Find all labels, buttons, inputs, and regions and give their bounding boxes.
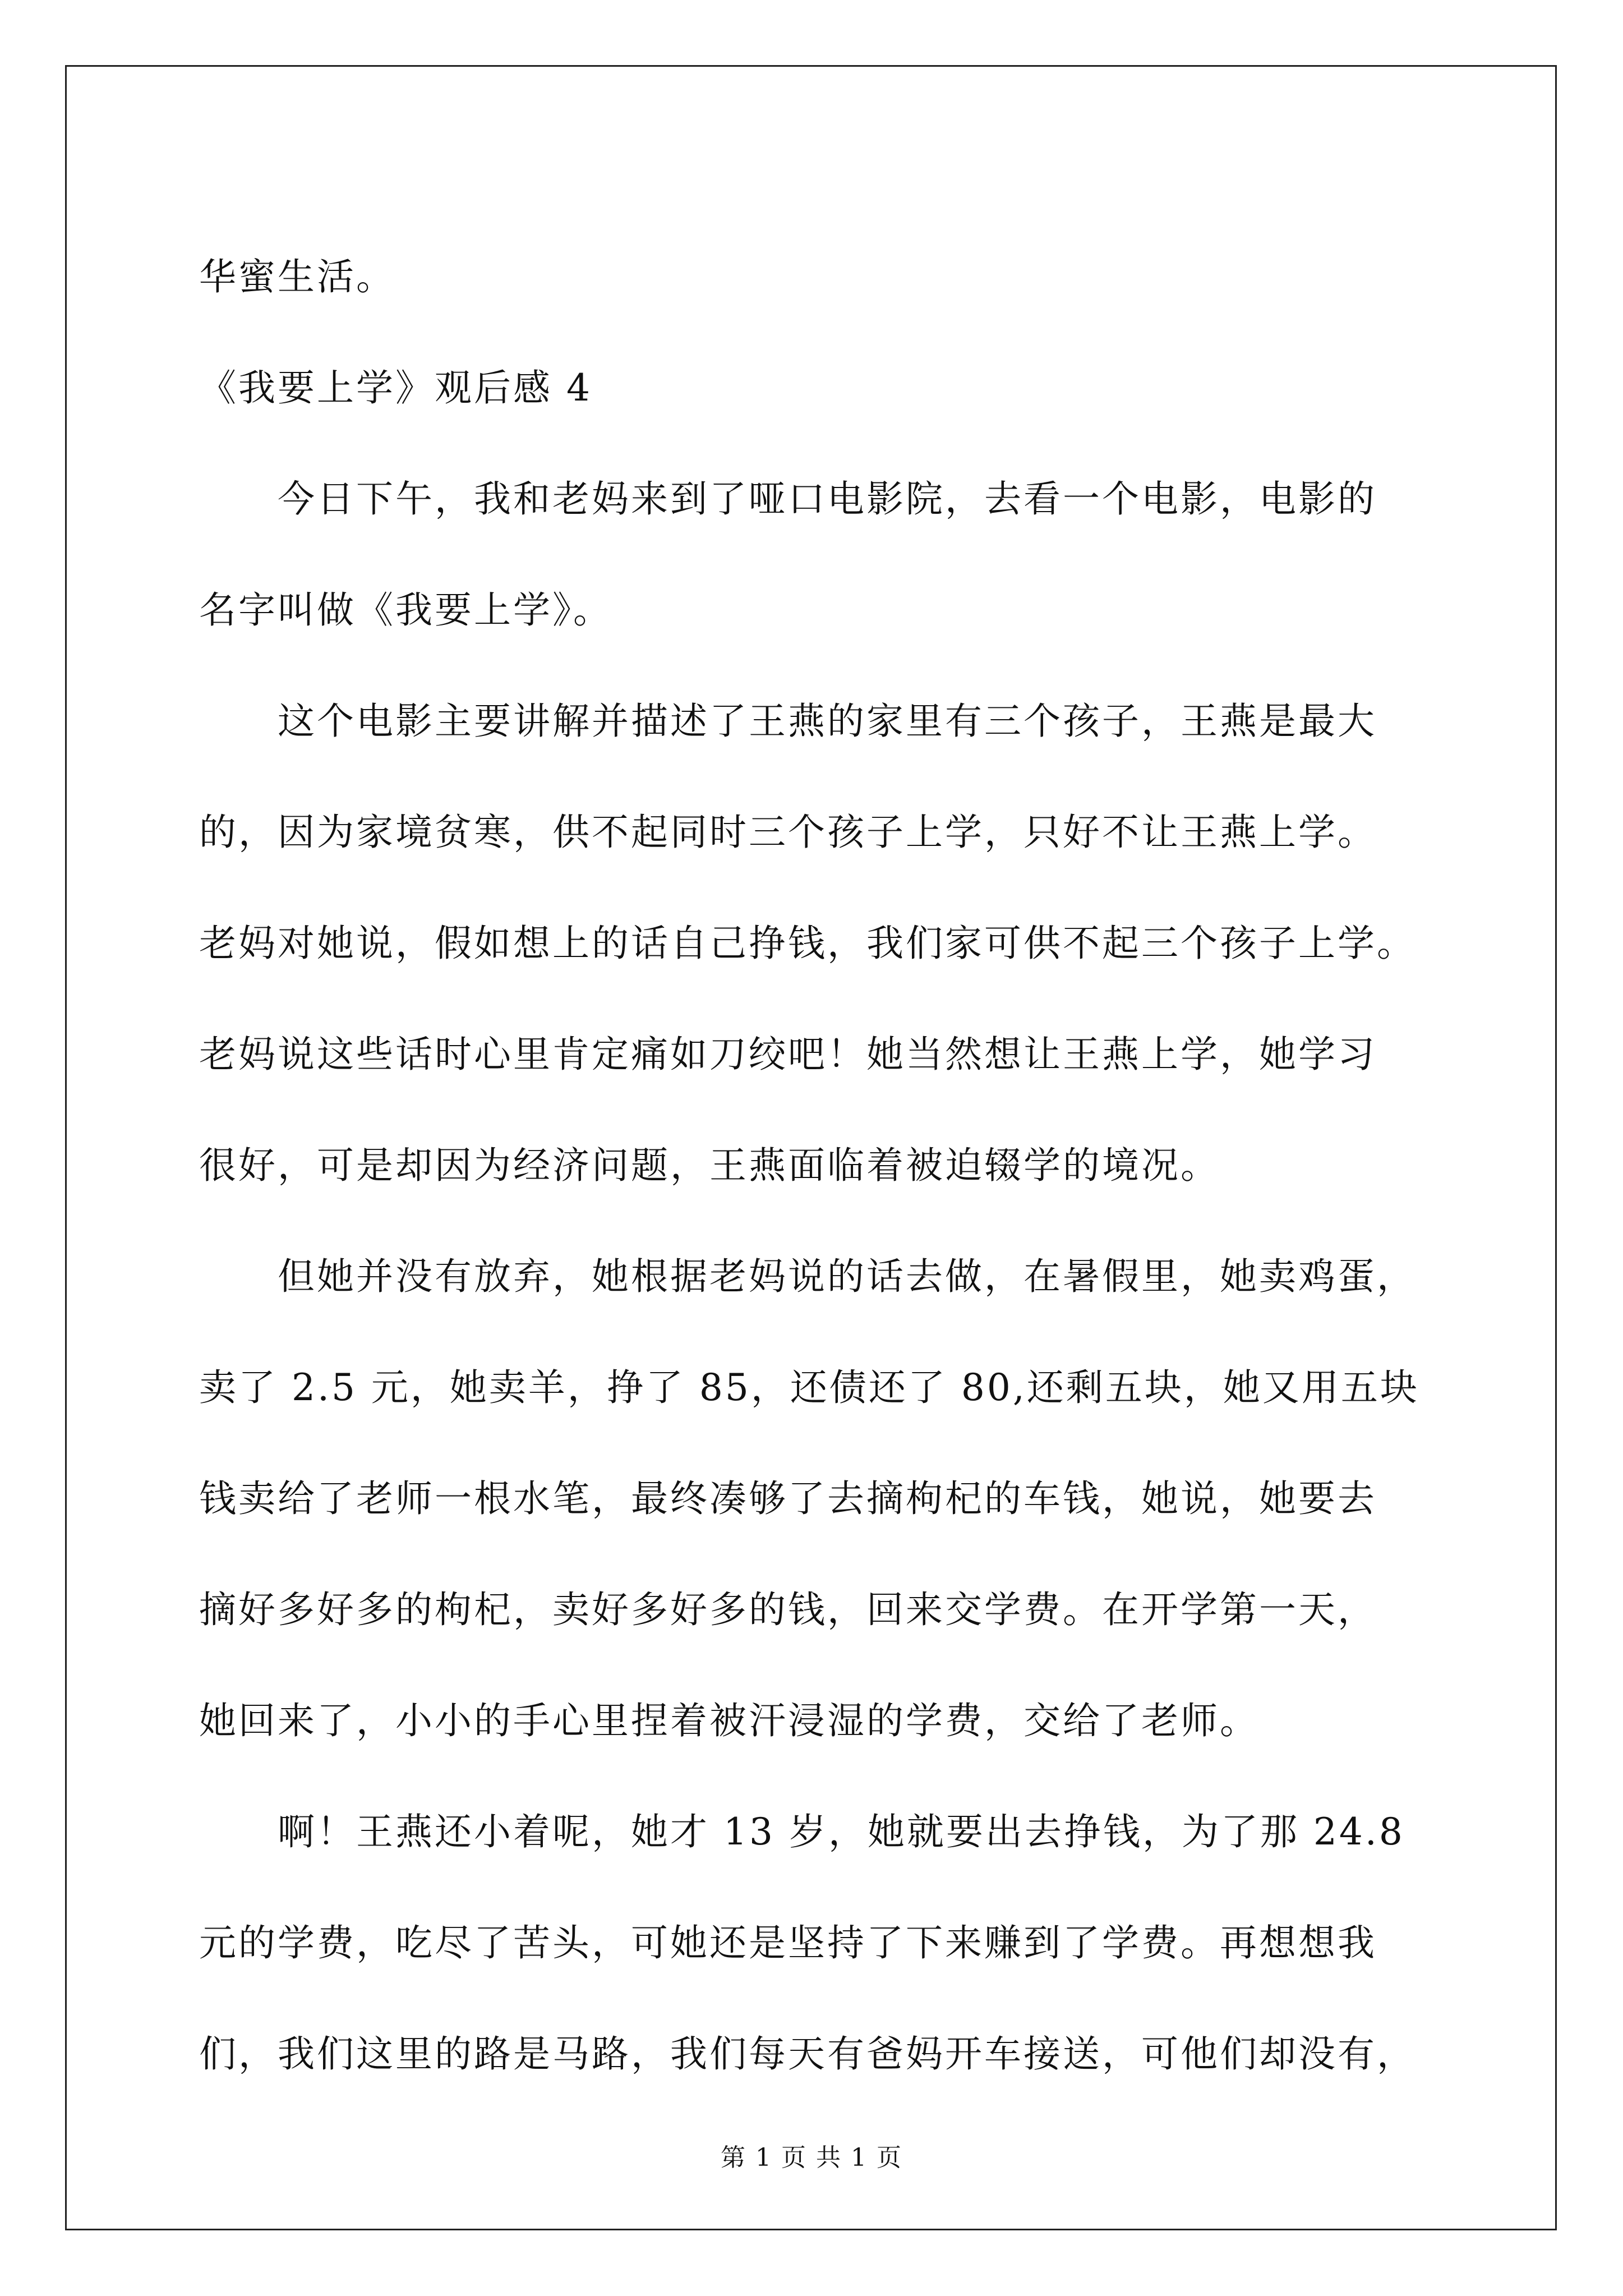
text-line: 她回来了，小小的手心里捏着被汗浸湿的学费，交给了老师。: [199, 1699, 1259, 1742]
text-line: 的，因为家境贫寒，供不起同时三个孩子上学，只好不让王燕上学。: [199, 811, 1377, 854]
text-line: 老妈对她说，假如想上的话自己挣钱，我们家可供不起三个孩子上学。: [199, 922, 1416, 965]
text-line: 老妈说这些话时心里肯定痛如刀绞吧！她当然想让王燕上学，她学习: [199, 1033, 1377, 1076]
text-line: 钱卖给了老师一根水笔，最终凑够了去摘枸杞的车钱，她说，她要去: [199, 1477, 1377, 1520]
text-line: 元的学费，吃尽了苦头，可她还是坚持了下来赚到了学费。再想想我: [199, 1921, 1377, 1964]
page-number-footer: 第 1 页 共 1 页: [721, 2143, 902, 2172]
section-heading: 《我要上学》观后感 4: [199, 366, 592, 409]
paragraph-start-line: 啊！王燕还小着呢，她才 13 岁，她就要出去挣钱，为了那 24.8: [278, 1810, 1405, 1853]
paragraph-start-line: 今日下午，我和老妈来到了哑口电影院，去看一个电影，电影的: [278, 477, 1377, 521]
text-line: 们，我们这里的路是马路，我们每天有爸妈开车接送，可他们却没有，: [199, 2032, 1416, 2076]
text-line: 华蜜生活。: [199, 255, 395, 298]
text-line: 摘好多好多的枸杞，卖好多好多的钱，回来交学费。在开学第一天，: [199, 1588, 1377, 1631]
text-line: 卖了 2.5 元，她卖羊，挣了 85，还债还了 80,还剩五块，她又用五块: [199, 1366, 1419, 1409]
text-line: 名字叫做《我要上学》。: [199, 588, 612, 632]
paragraph-start-line: 但她并没有放弃，她根据老妈说的话去做，在暑假里，她卖鸡蛋，: [278, 1255, 1416, 1298]
text-line: 很好，可是却因为经济问题，王燕面临着被迫辍学的境况。: [199, 1144, 1220, 1187]
paragraph-start-line: 这个电影主要讲解并描述了王燕的家里有三个孩子，王燕是最大: [278, 700, 1377, 743]
document-body: [199, 222, 1444, 2110]
